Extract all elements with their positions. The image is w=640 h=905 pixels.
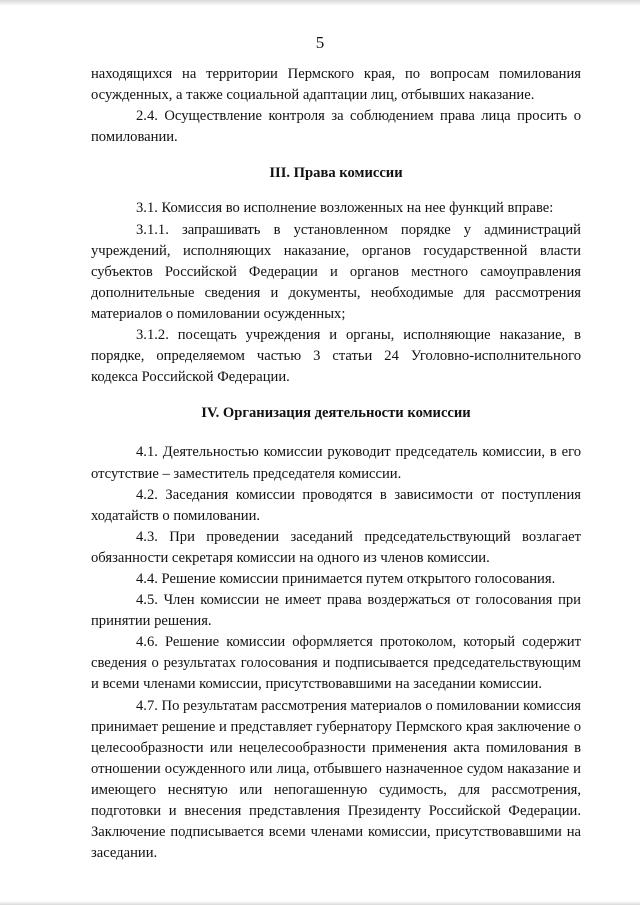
scan-edge-top [0,0,640,6]
paragraph-4-6: 4.6. Решение комиссии оформляется протоколом, который содержит сведения о результатах голосования и подписывается председательствующим и всеми членами комиссии, присутствовавшими на заседании комиссии. [91,634,581,693]
section-3-heading: III. Права комиссии [269,165,403,182]
paragraph-3-1: 3.1. Комиссия во исполнение возложенных на нее функций вправе: [136,200,554,217]
paragraph-4-5: 4.5. Член комиссии не имеет права воздержаться от голосования при принятии решения. [91,592,581,630]
paragraph-4-4: 4.4. Решение комиссии принимается путем открытого голосования. [136,570,556,587]
paragraph-3-1-2: 3.1.2. посещать учреждения и органы, исполняющие наказание, в порядке, определяемом частью 3 статьи 24 Уголовно-исполнительного кодекса Российской Федерации. [91,327,581,386]
paragraph-3-1-1: 3.1.1. запрашивать в установленном порядке у администраций учреждений, исполняющих наказание, органов государственной власти субъектов Российской Федерации и органов местного самоуправления дополнительные сведения и документы, необходимые для рассмотрения материалов о помиловании осужденных; [91,221,581,322]
continuation-line-2: осужденных, а также социальной адаптации лиц, отбывших наказание. [91,87,535,104]
page-number: 5 [315,33,325,52]
paragraph-4-2: 4.2. Заседания комиссии проводятся в зависимости от поступления ходатайств о помиловании. [91,486,581,524]
document-body [91,64,581,864]
scan-edge-bottom [0,901,640,905]
paragraph-4-3: 4.3. При проведении заседаний председательствующий возлагает обязанности секретаря комиссии на одного из членов комиссии. [91,528,581,566]
paragraph-4-7: 4.7. По результатам рассмотрения материалов о помиловании комиссия принимает решение и представляет губернатору Пермского края заключение о целесообразности или нецелесообразности применения акта помилования в отношении осужденного или лица, отбывшего назначенное судом наказание и имеющего неснятую или непогашенную судимость, для рассмотрения, подготовки и внесения представления Президенту Российской Федерации. Заключение подписывается всеми членами комиссии, присутствовавшими на заседании. [91,697,581,862]
paragraph-4-1: 4.1. Деятельностью комиссии руководит председатель комиссии, в его отсутствие – заместитель председателя комиссии. [91,444,581,482]
continuation-line-1: находящихся на территории Пермского края, по вопросам помилования [91,66,581,82]
section-4-heading: IV. Организация деятельности комиссии [201,405,471,422]
paragraph-2-4: 2.4. Осуществление контроля за соблюдением права лица просить о помиловании. [91,108,581,146]
